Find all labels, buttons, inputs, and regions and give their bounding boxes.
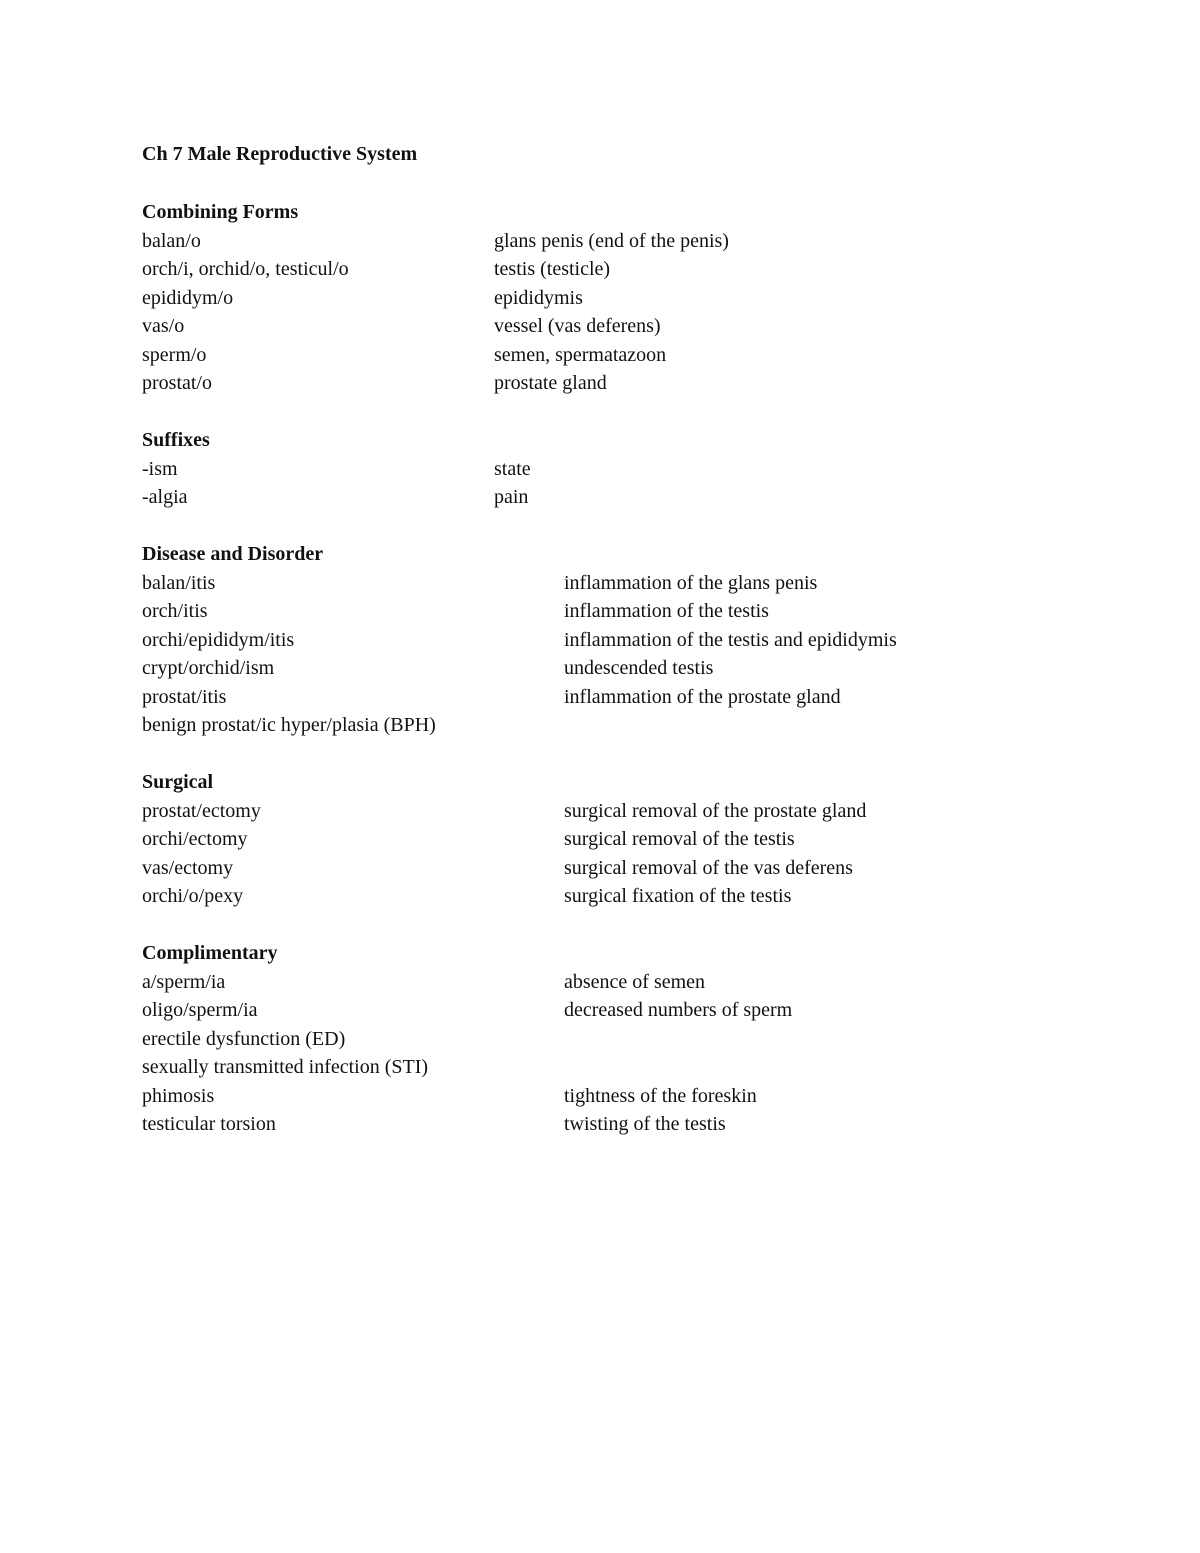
definition: testis (testicle) <box>494 258 611 280</box>
term-row <box>142 255 1102 284</box>
definition: state <box>494 457 531 480</box>
section-heading: Suffixes <box>142 429 210 451</box>
term-row <box>142 1110 1102 1139</box>
term: orch/itis <box>142 600 208 622</box>
definition: inflammation of the testis <box>564 600 769 622</box>
definition: tightness of the foreskin <box>564 1084 757 1107</box>
term-row <box>142 455 1102 484</box>
term: balan/o <box>142 229 201 252</box>
term-row <box>142 369 1102 398</box>
definition: prostate gland <box>494 372 607 394</box>
section-complimentary <box>142 939 1102 1139</box>
term-row <box>142 882 1102 911</box>
section-surgical <box>142 768 1102 911</box>
term: orchi/o/pexy <box>142 885 244 907</box>
definition: surgical removal of the testis <box>564 828 795 850</box>
section-disease-disorder <box>142 540 1102 740</box>
term: vas/o <box>142 315 185 337</box>
definition: inflammation of the glans penis <box>564 571 818 594</box>
term-row <box>142 284 1102 313</box>
term: erectile dysfunction (ED) <box>142 1027 346 1050</box>
page-title: Ch 7 Male Reproductive System <box>142 143 418 165</box>
term: prostat/itis <box>142 685 227 708</box>
term: prostat/ectomy <box>142 799 261 822</box>
term-row <box>142 968 1102 997</box>
definition: semen, spermatazoon <box>494 343 667 366</box>
term-row <box>142 711 1102 740</box>
term: phimosis <box>142 1084 215 1107</box>
term: prostat/o <box>142 372 212 394</box>
term-row <box>142 1082 1102 1111</box>
document-page <box>142 140 1102 1167</box>
term-row <box>142 854 1102 883</box>
term-row <box>142 227 1102 256</box>
section-heading: Combining Forms <box>142 201 299 223</box>
term: orchi/epididym/itis <box>142 628 295 651</box>
term-row <box>142 312 1102 341</box>
term: crypt/orchid/ism <box>142 657 275 679</box>
term-row <box>142 1025 1102 1054</box>
term: -ism <box>142 457 178 480</box>
term: -algia <box>142 486 188 508</box>
definition: inflammation of the prostate gland <box>564 685 841 708</box>
term-row <box>142 341 1102 370</box>
term: vas/ectomy <box>142 856 234 879</box>
definition: surgical removal of the prostate gland <box>564 799 867 822</box>
definition: epididymis <box>494 286 583 309</box>
definition: surgical fixation of the testis <box>564 885 792 907</box>
section-heading: Surgical <box>142 771 214 793</box>
term-row <box>142 1053 1102 1082</box>
term-row <box>142 683 1102 712</box>
section-heading: Disease and Disorder <box>142 543 324 565</box>
term: sperm/o <box>142 343 207 366</box>
term-row <box>142 797 1102 826</box>
term: sexually transmitted infection (STI) <box>142 1056 429 1078</box>
section-heading: Complimentary <box>142 942 278 964</box>
term-row <box>142 483 1102 512</box>
term: orchi/ectomy <box>142 828 248 850</box>
term-row <box>142 569 1102 598</box>
term-row <box>142 654 1102 683</box>
definition: twisting of the testis <box>564 1113 726 1135</box>
term: benign prostat/ic hyper/plasia (BPH) <box>142 714 436 736</box>
section-combining-forms <box>142 198 1102 398</box>
definition: surgical removal of the vas deferens <box>564 856 853 879</box>
definition: glans penis (end of the penis) <box>494 229 729 252</box>
definition: vessel (vas deferens) <box>494 315 661 337</box>
term: epididym/o <box>142 286 234 309</box>
section-suffixes <box>142 426 1102 512</box>
definition: inflammation of the testis and epididymis <box>564 628 897 651</box>
term-row <box>142 996 1102 1025</box>
term: orch/i, orchid/o, testicul/o <box>142 258 349 280</box>
term: testicular torsion <box>142 1113 276 1135</box>
term: balan/itis <box>142 571 216 594</box>
term-row <box>142 597 1102 626</box>
definition: undescended testis <box>564 657 714 679</box>
term-row <box>142 626 1102 655</box>
definition: pain <box>494 486 529 508</box>
definition: decreased numbers of sperm <box>564 999 793 1021</box>
term: oligo/sperm/ia <box>142 999 258 1021</box>
term-row <box>142 825 1102 854</box>
definition: absence of semen <box>564 970 706 993</box>
spacer <box>142 168 1102 198</box>
term: a/sperm/ia <box>142 970 226 993</box>
